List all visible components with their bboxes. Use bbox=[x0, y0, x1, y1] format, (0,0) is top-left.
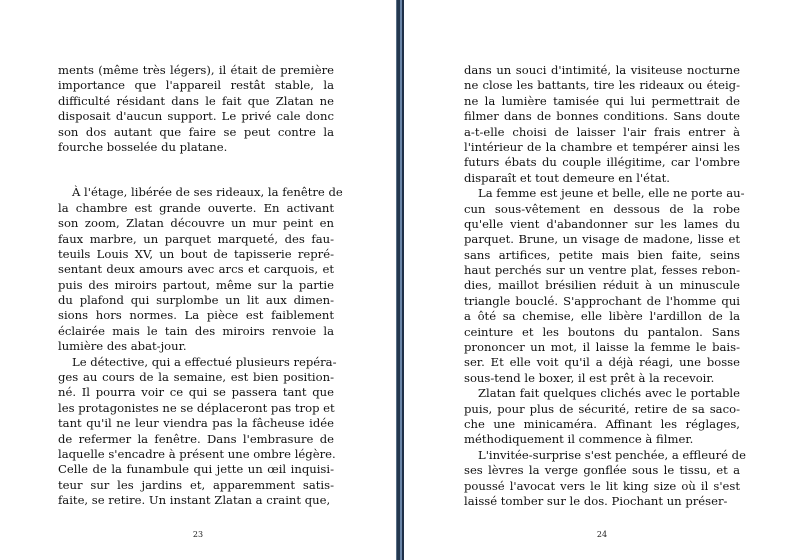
text-line: poussé l'avocat vers le lit king size où il s'est bbox=[464, 478, 740, 493]
text-line: ne la lumière tamisée qui lui permettrait de bbox=[464, 93, 740, 108]
page-number: 23 bbox=[192, 530, 204, 539]
paragraph bbox=[464, 63, 740, 186]
text-line: son dos autant que faire se peut contre la bbox=[58, 124, 334, 139]
text-line: laquelle s'encadre à présent une ombre légère. bbox=[58, 446, 336, 461]
paragraph bbox=[58, 354, 337, 509]
text-line: faite, se retire. Un instant Zlatan a craint que, bbox=[58, 493, 331, 508]
right-page bbox=[404, 0, 800, 560]
left-page-text bbox=[58, 63, 343, 509]
text-line: qu'elle vient d'abandonner sur les lames du bbox=[464, 216, 740, 231]
text-line: triangle bouclé. S'approchant de l'homme qui bbox=[464, 293, 740, 308]
text-line: sentant deux amours avec arcs et carquois, et bbox=[58, 262, 334, 277]
text-line: méthodiquement il commence à filmer. bbox=[464, 432, 694, 447]
paragraph bbox=[464, 447, 746, 510]
section-break bbox=[58, 155, 334, 185]
text-line: parquet. Brune, un visage de madone, lisse et bbox=[464, 232, 740, 247]
text-line: teur sur les jardins et, apparemment satis- bbox=[58, 477, 334, 492]
text-line: ceinture et les boutons du pantalon. Sans bbox=[464, 324, 740, 339]
text-line: Zlatan fait quelques clichés avec le portable bbox=[478, 386, 740, 401]
paragraph bbox=[58, 63, 334, 155]
paragraph bbox=[464, 386, 740, 448]
text-line: éclairée mais le tain des miroirs renvoie la bbox=[58, 323, 334, 338]
text-line: l'intérieur de la chambre et tempérer ainsi les bbox=[464, 139, 740, 154]
text-line: importance que l'appareil restât stable, la bbox=[58, 78, 334, 93]
book-spine bbox=[396, 0, 404, 560]
text-line: Celle de la funambule qui jette un œil inquisi- bbox=[58, 462, 334, 477]
text-line: ne close les battants, tire les rideaux ou éteig- bbox=[464, 78, 740, 93]
text-line: À l'étage, libérée de ses rideaux, la fenêtre de bbox=[72, 185, 343, 200]
paragraph bbox=[58, 185, 343, 354]
text-line: né. Il pourra voir ce qui se passera tant que bbox=[58, 385, 334, 400]
text-line: laissé tomber sur le dos. Piochant un préser- bbox=[464, 493, 728, 508]
left-page bbox=[0, 0, 396, 560]
text-line: fourche bosselée du platane. bbox=[58, 139, 228, 154]
text-line: ments (même très légers), il était de première bbox=[58, 63, 334, 77]
text-line: a ôté sa chemise, elle libère l'ardillon de la bbox=[464, 309, 740, 324]
text-line: son zoom, Zlatan découvre un mur peint en bbox=[58, 216, 334, 231]
text-line: futurs ébats du couple illégitime, car l'ombre bbox=[464, 155, 740, 170]
text-line: faux marbre, un parquet marqueté, des fau- bbox=[58, 231, 334, 246]
right-page-text bbox=[464, 63, 746, 509]
text-line: dies, maillot brésilien réduit à un minuscule bbox=[464, 278, 740, 293]
text-line: Le détective, qui a effectué plusieurs repéra- bbox=[72, 354, 337, 369]
text-line: la chambre est grande ouverte. En activant bbox=[58, 200, 334, 215]
text-line: L'invitée-surprise s'est penchée, a effleuré de bbox=[478, 447, 746, 462]
text-line: sous-tend le boxer, il est prêt à la recevoir. bbox=[464, 370, 715, 385]
text-line: sions hors normes. La pièce est faiblement bbox=[58, 308, 334, 323]
text-line: filmer dans de bonnes conditions. Sans doute bbox=[464, 109, 740, 124]
text-line: disparaît et tout demeure en l'état. bbox=[464, 170, 670, 185]
text-line: tant qu'il ne leur viendra pas la fâcheuse idée bbox=[58, 416, 334, 431]
text-line: de refermer la fenêtre. Dans l'embrasure de bbox=[58, 431, 334, 446]
text-line: lumière des abat-jour. bbox=[58, 339, 187, 354]
page-number: 24 bbox=[596, 530, 608, 539]
text-line: ses lèvres la verge gonflée sous le tissu, et a bbox=[464, 463, 740, 478]
text-line: ser. Et elle voit qu'il a déjà réagi, une bosse bbox=[464, 355, 740, 370]
text-line: cun sous-vêtement en dessous de la robe bbox=[464, 201, 740, 216]
text-line: puis des miroirs partout, même sur la partie bbox=[58, 277, 334, 292]
text-line: ges au cours de la semaine, est bien position- bbox=[58, 370, 334, 385]
text-line: che une minicaméra. Affinant les réglages, bbox=[464, 416, 740, 431]
text-line: a-t-elle choisi de laisser l'air frais entrer à bbox=[464, 124, 740, 139]
text-line: dans un souci d'intimité, la visiteuse nocturne bbox=[464, 63, 740, 77]
text-line: sans artifices, petite mais bien faite, seins bbox=[464, 247, 740, 262]
text-line: difficulté résidant dans le fait que Zlatan ne bbox=[58, 93, 334, 108]
paragraph bbox=[464, 186, 745, 386]
text-line: disposait d'aucun support. Le privé cale donc bbox=[58, 109, 334, 124]
text-line: teuils Louis XV, un bout de tapisserie repré- bbox=[58, 246, 334, 261]
text-line: puis, pour plus de sécurité, retire de sa saco- bbox=[464, 401, 740, 416]
text-line: haut perchés sur un ventre plat, fesses rebon- bbox=[464, 263, 740, 278]
text-line: prononcer un mot, il laisse la femme le bais- bbox=[464, 340, 740, 355]
text-line: les protagonistes ne se déplaceront pas trop et bbox=[58, 400, 335, 415]
text-line: du plafond qui surplombe un lit aux dimen- bbox=[58, 293, 334, 308]
text-line: La femme est jeune et belle, elle ne porte au- bbox=[478, 186, 745, 201]
